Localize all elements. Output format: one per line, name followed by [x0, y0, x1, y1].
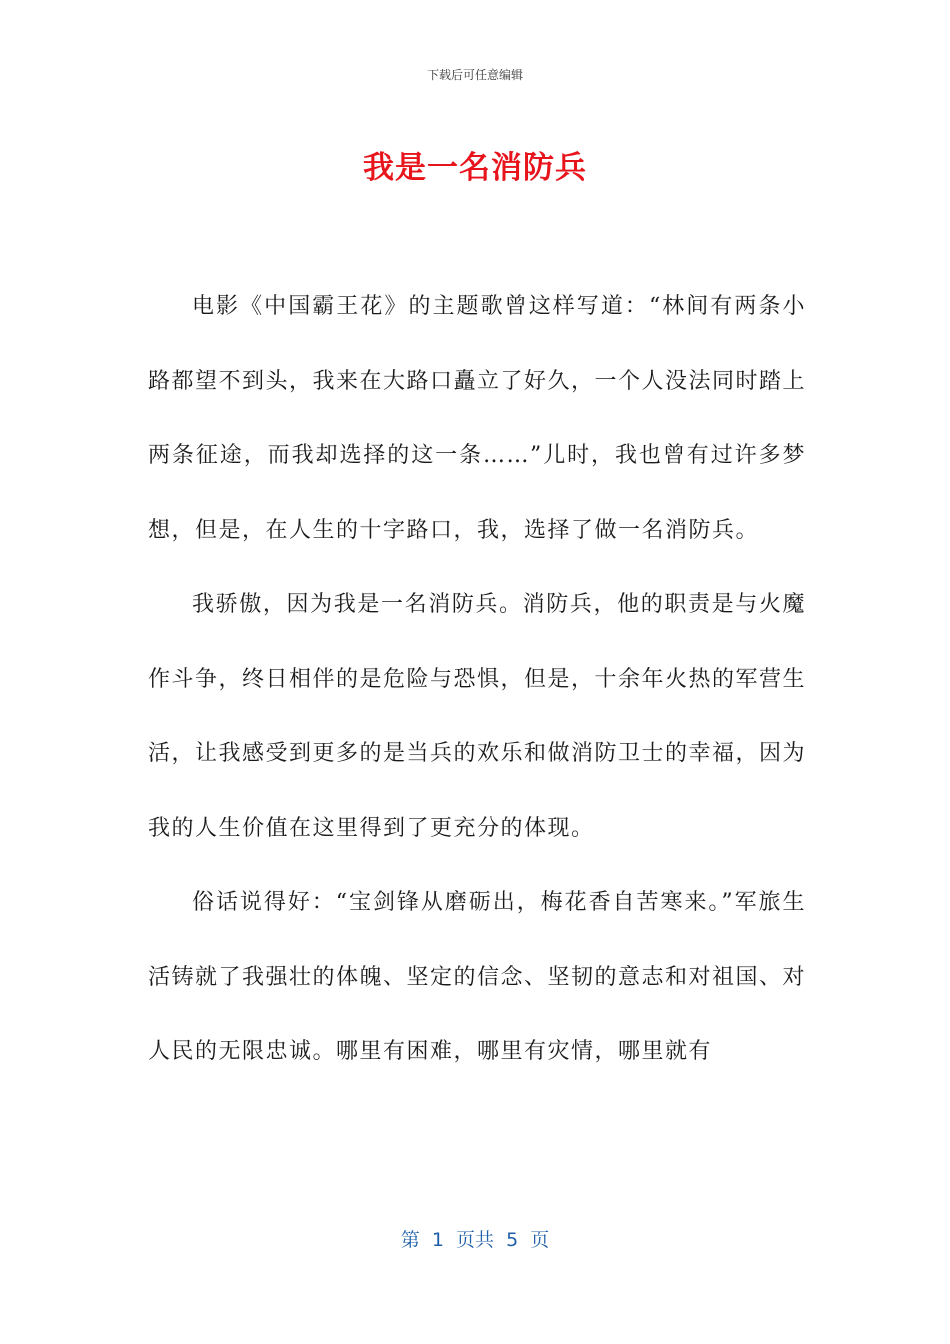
paragraph-2: 我骄傲，因为我是一名消防兵。消防兵，他的职责是与火魔作斗争，终日相伴的是危险与恐惧，但是，十余年火热的军营生活，让我感受到更多的是当兵的欢乐和做消防卫士的幸福，因为我的人生价值在这里得到了更充分的体现。 [148, 592, 807, 841]
document-body [148, 270, 806, 1090]
paragraph-3: 俗话说得好：“宝剑锋从磨砺出，梅花香自苦寒来。”军旅生活铸就了我强壮的体魄、坚定的信念、坚韧的意志和对祖国、对人民的无限忠诚。哪里有困难，哪里有灾情，哪里就有 [148, 890, 807, 1064]
page-number-footer: 第 1 页共 5 页 [400, 1229, 550, 1251]
document-title: 我是一名消防兵 [363, 150, 587, 186]
header-note: 下载后可任意编辑 [426, 68, 523, 82]
paragraph-1: 电影《中国霸王花》的主题歌曾这样写道：“林间有两条小路都望不到头，我来在大路口矗立了好久，一个人没法同时踏上两条征途，而我却选择的这一条……”儿时，我也曾有过许多梦想，但是，在人生的十字路口，我，选择了做一名消防兵。 [148, 294, 807, 543]
